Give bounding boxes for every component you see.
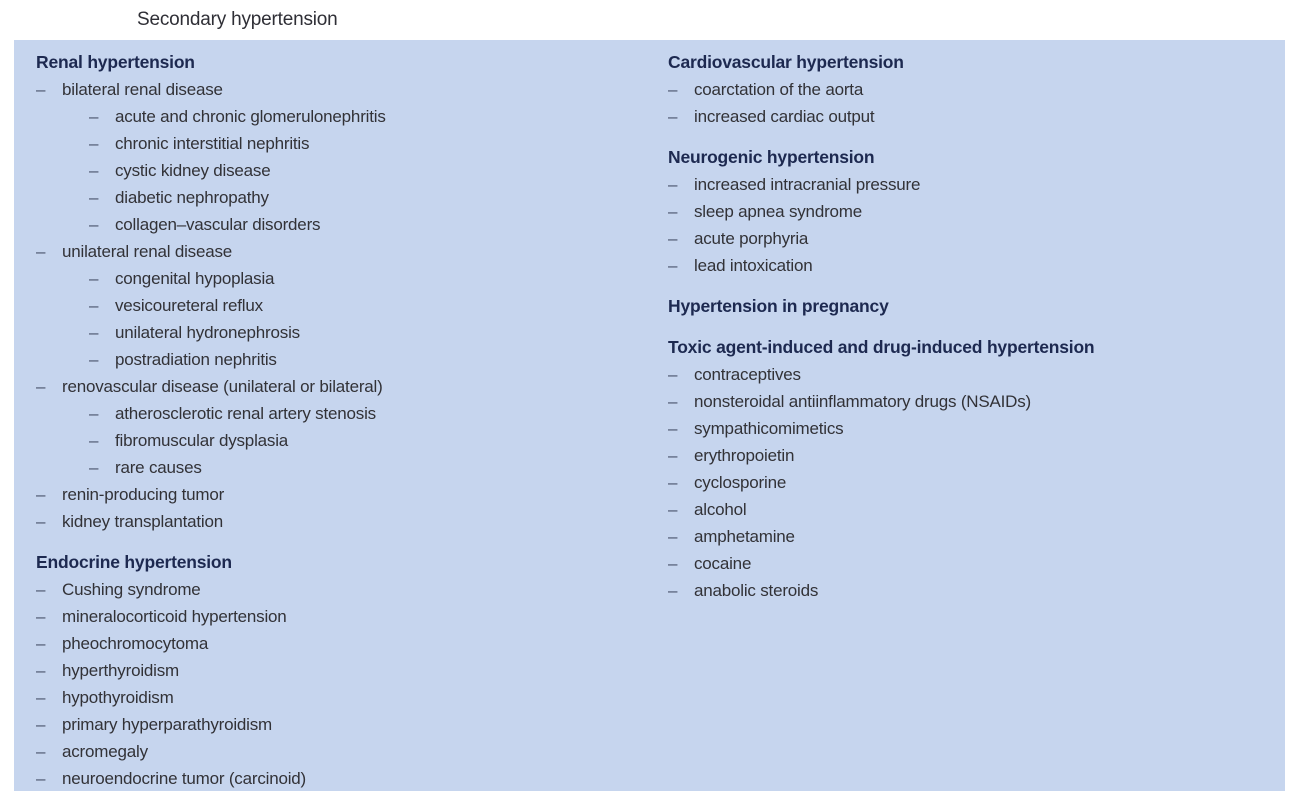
list-item (36, 319, 668, 346)
list-item (36, 657, 668, 684)
hypertension-section (668, 49, 1283, 130)
dash-bullet: – (36, 742, 46, 761)
list-item-label: sympathicomimetics (694, 419, 844, 438)
list-item (36, 508, 668, 535)
dash-bullet: – (668, 500, 678, 519)
section-heading: Toxic agent-induced and drug-induced hypertension (668, 337, 1095, 357)
dash-bullet: – (89, 350, 99, 369)
list-item (36, 576, 668, 603)
dash-bullet: – (668, 392, 678, 411)
dash-bullet: – (36, 688, 46, 707)
list-item (36, 603, 668, 630)
list-item-label: acromegaly (62, 742, 148, 761)
list-item-label: fibromuscular dysplasia (115, 431, 289, 450)
list-item-label: renin-producing tumor (62, 485, 225, 504)
dash-bullet: – (89, 188, 99, 207)
list-item (36, 765, 668, 792)
list-item (36, 738, 668, 765)
dash-bullet: – (36, 715, 46, 734)
list-item-label: increased intracranial pressure (694, 175, 921, 194)
dash-bullet: – (668, 581, 678, 600)
section-item-list (668, 76, 1283, 130)
list-item (36, 427, 668, 454)
list-item-label: lead intoxication (694, 256, 813, 275)
dash-bullet: – (89, 404, 99, 423)
list-item-label: increased cardiac output (694, 107, 875, 126)
list-item-label: cyclosporine (694, 473, 787, 492)
list-item (668, 415, 1283, 442)
section-item-list (668, 171, 1283, 279)
list-item-label: acute porphyria (694, 229, 809, 248)
list-item-label: unilateral hydronephrosis (115, 323, 300, 342)
dash-bullet: – (36, 242, 46, 261)
list-item (36, 630, 668, 657)
section-heading: Renal hypertension (36, 52, 195, 72)
list-item-label: rare causes (115, 458, 202, 477)
dash-bullet: – (668, 256, 678, 275)
list-item-label: diabetic nephropathy (115, 188, 269, 207)
dash-bullet: – (668, 419, 678, 438)
dash-bullet: – (36, 80, 46, 99)
list-item-label: sleep apnea syndrome (694, 202, 863, 221)
page-title: Secondary hypertension (137, 9, 338, 30)
list-item (36, 130, 668, 157)
list-item (36, 481, 668, 508)
dash-bullet: – (89, 323, 99, 342)
list-item (668, 76, 1283, 103)
list-item-label: collagen–vascular disorders (115, 215, 321, 234)
dash-bullet: – (668, 554, 678, 573)
list-item-label: congenital hypoplasia (115, 269, 275, 288)
dash-bullet: – (668, 473, 678, 492)
hypertension-section (668, 144, 1283, 279)
list-item-label: hypothyroidism (62, 688, 174, 707)
list-item-label: anabolic steroids (694, 581, 819, 600)
list-item-label: cocaine (694, 554, 752, 573)
list-item (36, 373, 668, 400)
dash-bullet: – (89, 431, 99, 450)
list-item (668, 198, 1283, 225)
list-item (36, 238, 668, 265)
list-item-label: postradiation nephritis (115, 350, 277, 369)
list-item-label: renovascular disease (unilateral or bilateral) (62, 377, 383, 396)
list-item (668, 225, 1283, 252)
hypertension-section (36, 549, 668, 792)
dash-bullet: – (668, 365, 678, 384)
list-item-label: nonsteroidal antiinflammatory drugs (NSAIDs) (694, 392, 1032, 411)
dash-bullet: – (36, 634, 46, 653)
dash-bullet: – (668, 107, 678, 126)
list-item-label: contraceptives (694, 365, 801, 384)
dash-bullet: – (89, 296, 99, 315)
list-item (668, 469, 1283, 496)
list-item-label: acute and chronic glomerulonephritis (115, 107, 386, 126)
list-item (36, 184, 668, 211)
list-item (36, 454, 668, 481)
list-item-label: chronic interstitial nephritis (115, 134, 310, 153)
dash-bullet: – (668, 229, 678, 248)
list-item (36, 400, 668, 427)
dash-bullet: – (89, 458, 99, 477)
list-item (36, 711, 668, 738)
list-item-label: Cushing syndrome (62, 580, 201, 599)
section-item-list (36, 76, 668, 535)
list-item (668, 496, 1283, 523)
dash-bullet: – (89, 215, 99, 234)
dash-bullet: – (36, 377, 46, 396)
dash-bullet: – (36, 485, 46, 504)
list-item-label: neuroendocrine tumor (carcinoid) (62, 769, 307, 788)
list-item (36, 346, 668, 373)
dash-bullet: – (36, 769, 46, 788)
list-item (36, 157, 668, 184)
section-item-list (36, 576, 668, 792)
list-item-label: bilateral renal disease (62, 80, 223, 99)
left-column (36, 49, 668, 791)
dash-bullet: – (89, 134, 99, 153)
section-heading: Neurogenic hypertension (668, 147, 875, 167)
hypertension-section (668, 293, 1283, 320)
list-item-label: pheochromocytoma (62, 634, 209, 653)
dash-bullet: – (36, 580, 46, 599)
list-item (36, 103, 668, 130)
list-item (668, 523, 1283, 550)
list-item (668, 252, 1283, 279)
section-item-list (668, 361, 1283, 604)
list-item-label: erythropoietin (694, 446, 795, 465)
dash-bullet: – (89, 107, 99, 126)
list-item-label: vesicoureteral reflux (115, 296, 263, 315)
list-item-label: atherosclerotic renal artery stenosis (115, 404, 376, 423)
dash-bullet: – (36, 607, 46, 626)
dash-bullet: – (668, 446, 678, 465)
dash-bullet: – (36, 661, 46, 680)
dash-bullet: – (668, 175, 678, 194)
list-item (36, 76, 668, 103)
section-heading: Hypertension in pregnancy (668, 296, 889, 316)
dash-bullet: – (89, 269, 99, 288)
list-item (36, 211, 668, 238)
dash-bullet: – (668, 80, 678, 99)
right-column (668, 49, 1283, 791)
dash-bullet: – (668, 202, 678, 221)
hypertension-section (668, 334, 1283, 604)
list-item (668, 388, 1283, 415)
list-item (36, 292, 668, 319)
list-item-label: alcohol (694, 500, 747, 519)
list-item (668, 171, 1283, 198)
hypertension-section (36, 49, 668, 535)
list-item (36, 265, 668, 292)
list-item-label: amphetamine (694, 527, 795, 546)
list-item-label: hyperthyroidism (62, 661, 179, 680)
list-item (668, 550, 1283, 577)
dash-bullet: – (89, 161, 99, 180)
list-item-label: cystic kidney disease (115, 161, 271, 180)
list-item (36, 684, 668, 711)
list-item-label: primary hyperparathyroidism (62, 715, 273, 734)
section-heading: Endocrine hypertension (36, 552, 232, 572)
list-item-label: coarctation of the aorta (694, 80, 864, 99)
section-heading: Cardiovascular hypertension (668, 52, 904, 72)
list-item (668, 361, 1283, 388)
list-item-label: unilateral renal disease (62, 242, 233, 261)
secondary-hypertension-panel (14, 40, 1285, 791)
list-item-label: kidney transplantation (62, 512, 223, 531)
list-item (668, 577, 1283, 604)
dash-bullet: – (36, 512, 46, 531)
dash-bullet: – (668, 527, 678, 546)
list-item (668, 442, 1283, 469)
list-item (668, 103, 1283, 130)
list-item-label: mineralocorticoid hypertension (62, 607, 287, 626)
